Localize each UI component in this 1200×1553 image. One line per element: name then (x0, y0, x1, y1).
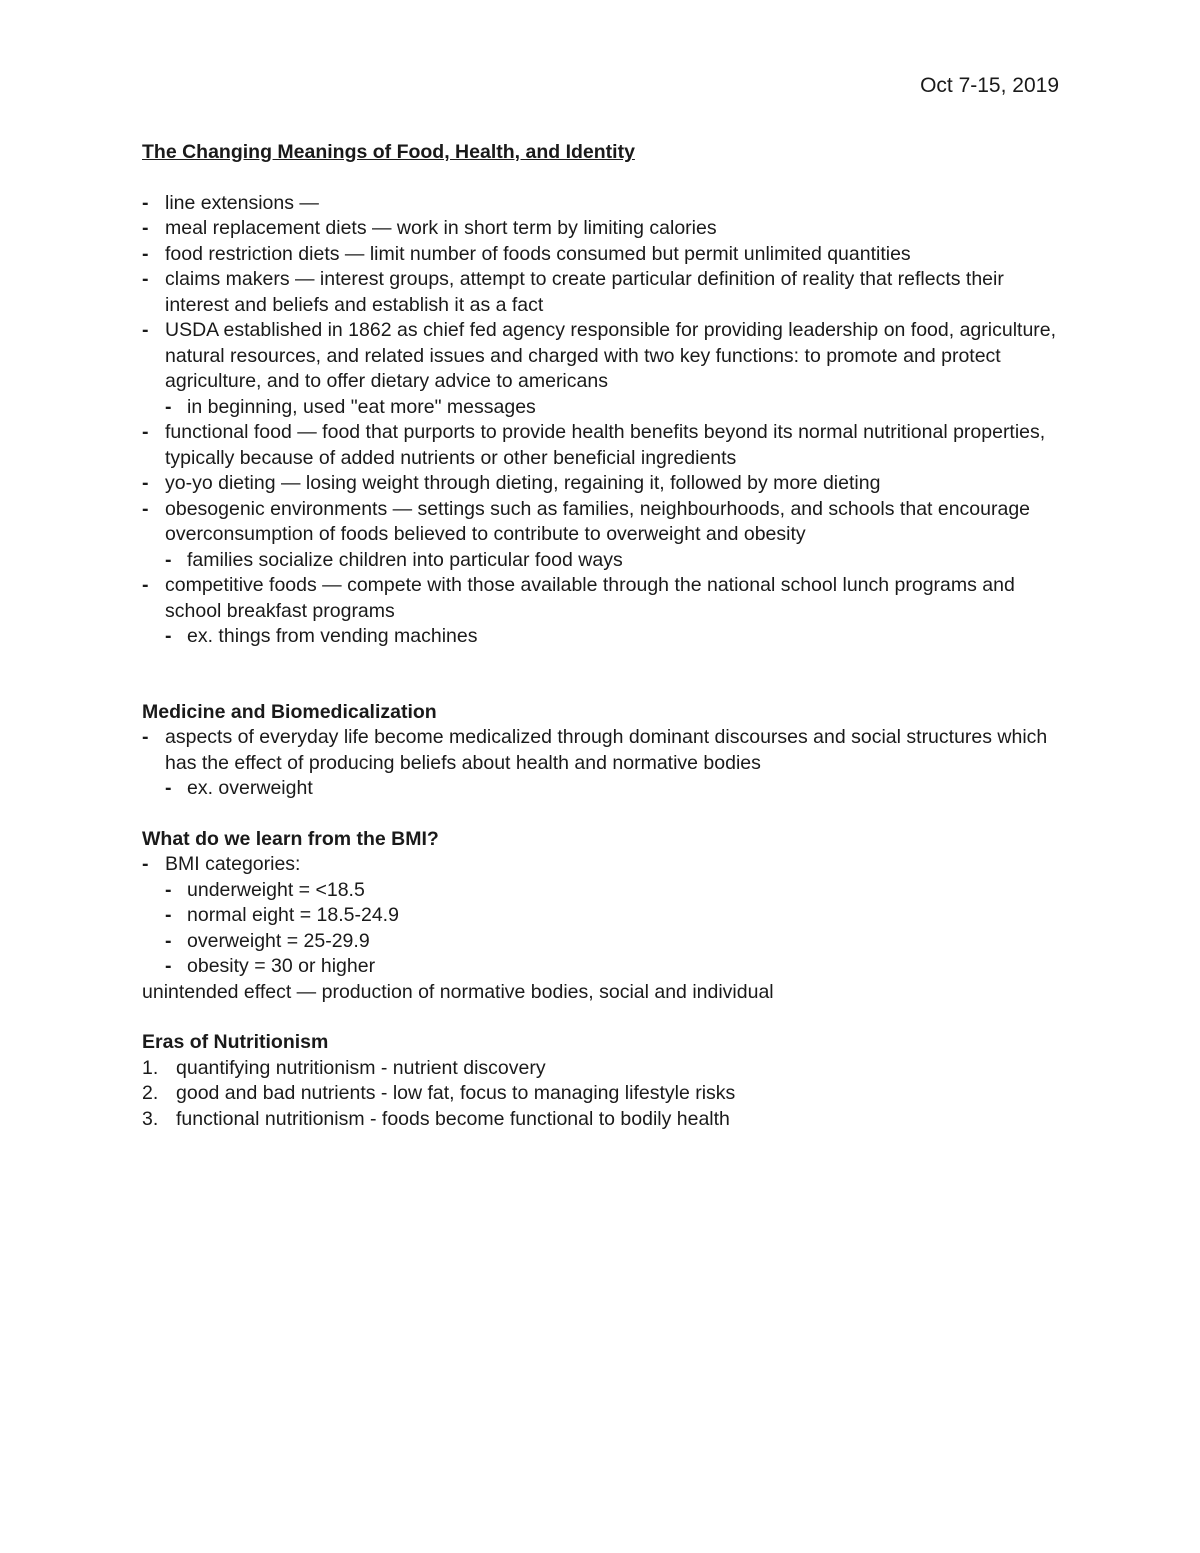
food-health-identity-list (142, 191, 1062, 650)
sub-list (165, 776, 1062, 802)
list-item: - competitive foods — compete with those available through the national school lunch programs and school breakfast programs - ex. things from vending machines (142, 573, 1062, 650)
sub-list-item: - in beginning, used "eat more" messages (165, 395, 1062, 421)
sub-list (165, 395, 1062, 421)
sub-list-item: - families socialize children into particular food ways (165, 548, 1062, 574)
numbered-item: 3. functional nutritionism - foods become functional to bodily health (142, 1107, 1062, 1133)
section-heading-food-health-identity: The Changing Meanings of Food, Health, and Identity (142, 141, 635, 163)
list-item: - USDA established in 1862 as chief fed agency responsible for providing leadership on food, agriculture, natural resources, and related issues and charged with two key functions: to promote and protect agriculture, and to offer dietary advice to americans - in beginning, used "eat more" messages (142, 318, 1062, 420)
sub-list-item: - ex. things from vending machines (165, 624, 1062, 650)
item-number: 3. (142, 1107, 159, 1130)
numbered-item: 2. good and bad nutrients - low fat, focus to managing lifestyle risks (142, 1081, 1062, 1107)
sub-list-item: - overweight = 25-29.9 (165, 929, 1062, 955)
bmi-note: unintended effect — production of normative bodies, social and individual (142, 980, 774, 1003)
sub-list (165, 548, 1062, 574)
list-item: - claims makers — interest groups, attempt to create particular definition of reality that reflects their interest and beliefs and establish it as a fact (142, 267, 1062, 318)
section-heading-biomedicalization: Medicine and Biomedicalization (142, 700, 437, 723)
biomedicalization-list (142, 725, 1062, 802)
item-number: 2. (142, 1082, 159, 1104)
list-item: - food restriction diets — limit number of foods consumed but permit unlimited quantities (142, 242, 1062, 268)
numbered-item: 1. quantifying nutritionism - nutrient discovery (142, 1056, 1062, 1082)
list-item: - aspects of everyday life become medicalized through dominant discourses and social structures which has the effect of producing beliefs about health and normative bodies - ex. overweight (142, 725, 1062, 802)
sub-list-item: - obesity = 30 or higher (165, 954, 1062, 980)
section-heading-bmi: What do we learn from the BMI? (142, 827, 439, 850)
sub-list-item: - normal eight = 18.5-24.9 (165, 903, 1062, 929)
list-item: - yo-yo dieting — losing weight through dieting, regaining it, followed by more dieting (142, 471, 1062, 497)
bmi-list (142, 852, 1062, 980)
nutritionism-list (142, 1056, 1062, 1133)
list-item: - meal replacement diets — work in short term by limiting calories (142, 216, 1062, 242)
document-content (142, 140, 1062, 1132)
section-heading-nutritionism: Eras of Nutritionism (142, 1031, 329, 1053)
sub-list-item: - underweight = <18.5 (165, 878, 1062, 904)
list-item: - functional food — food that purports to provide health benefits beyond its normal nutritional properties, typically because of added nutrients or other beneficial ingredients (142, 420, 1062, 471)
item-number: 1. (142, 1056, 159, 1079)
list-item: - line extensions — (142, 191, 1062, 217)
sub-list (165, 624, 1062, 650)
sub-list-item: - ex. overweight (165, 776, 1062, 802)
list-item: - BMI categories: - underweight = <18.5 - normal eight = 18.5-24.9 - overweight = 25-29.9 - obesity = 30 or higher (142, 852, 1062, 980)
list-item: - obesogenic environments — settings such as families, neighbourhoods, and schools that encourage overconsumption of foods believed to contribute to overweight and obesity - families socialize children into particular food ways (142, 497, 1062, 574)
sub-list (165, 878, 1062, 980)
document-date: Oct 7-15, 2019 (920, 74, 1059, 97)
